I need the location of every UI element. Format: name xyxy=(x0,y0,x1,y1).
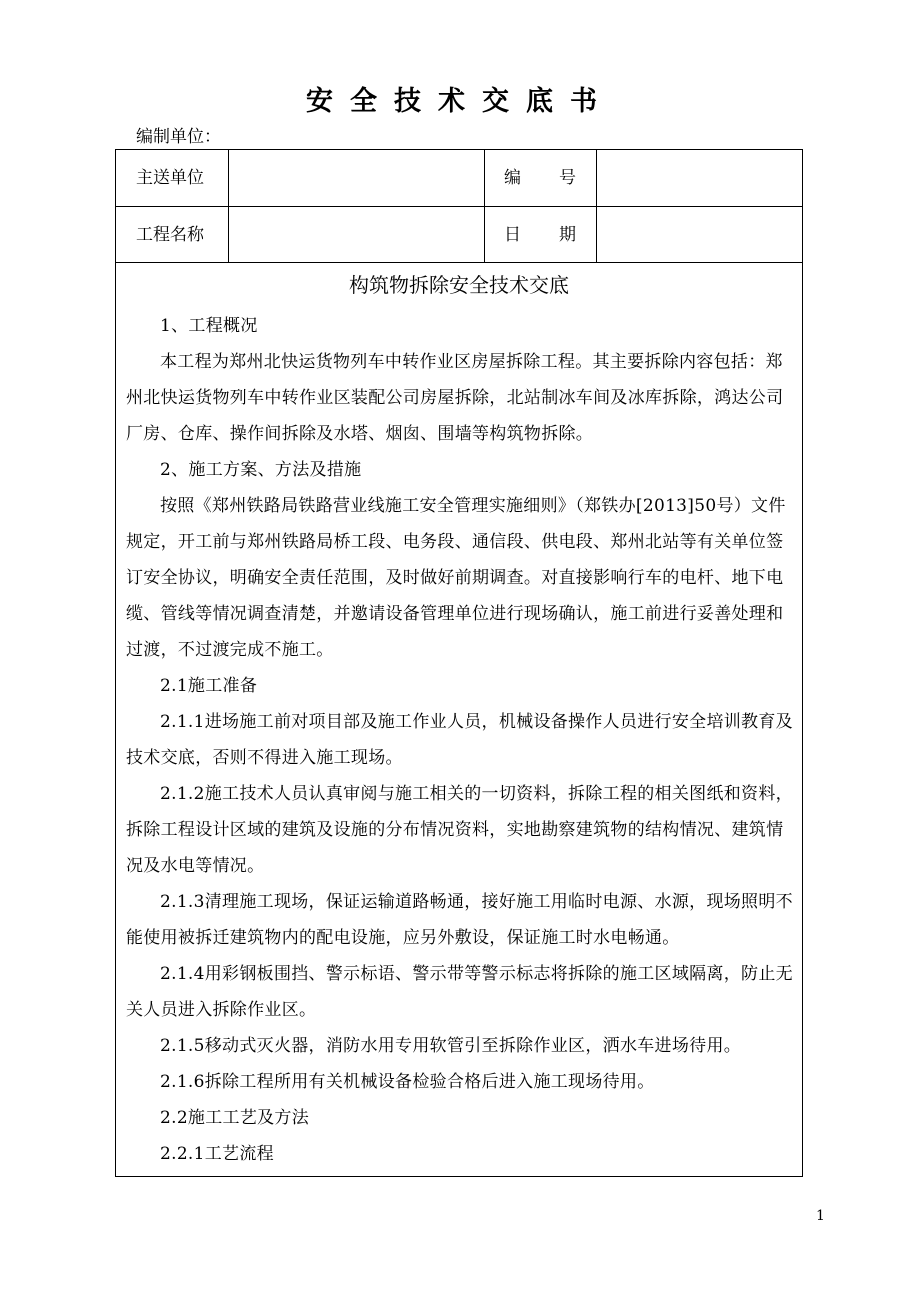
number-value[interactable] xyxy=(606,150,792,206)
paragraph: 2.1.1进场施工前对项目部及施工作业人员，机械设备操作人员进行安全培训教育及技术交底，否则不得进入施工现场。 xyxy=(126,712,793,768)
paragraph: 2.1.3清理施工现场，保证运输道路畅通，接好施工用临时电源、水源，现场照明不能使用被拆迁建筑物内的配电设施，应另外敷设，保证施工时水电畅通。 xyxy=(126,892,793,948)
paragraph: 按照《郑州铁路局铁路营业线施工安全管理实施细则》（郑铁办[2013]50号）文件规定，开工前与郑州铁路局桥工段、电务段、通信段、供电段、郑州北站等有关单位签订安全协议，明确安全责任范围，及时做好前期调查。对直接影响行车的电杆、地下电缆、管线等情况调查清楚，并邀请设备管理单位进行现场确认，施工前进行妥善处理和过渡，不过渡完成不施工。 xyxy=(126,496,786,660)
paragraph: 2.1施工准备 xyxy=(160,676,258,696)
document-title: 安全技术交底书 xyxy=(306,86,614,117)
paragraph: 2.1.2施工技术人员认真审阅与施工相关的一切资料，拆除工程的相关图纸和资料，拆除工程设计区域的建筑及设施的分布情况资料，实地勘察建筑物的结构情况、建筑情况及水电等情况。 xyxy=(126,784,793,876)
number-label: 编 号 xyxy=(504,168,576,188)
paragraph: 2.1.6拆除工程所用有关机械设备检验合格后进入施工现场待用。 xyxy=(160,1072,655,1092)
disclosure-body xyxy=(126,308,794,1172)
disclosure-table xyxy=(115,149,803,1177)
paragraph: 2、施工方案、方法及措施 xyxy=(160,460,362,480)
paragraph: 2.2施工工艺及方法 xyxy=(160,1108,310,1128)
paragraph: 2.1.5移动式灭火器，消防水用专用软管引至拆除作业区，洒水车进场待用。 xyxy=(160,1036,742,1056)
paragraph: 2.1.4用彩钢板围挡、警示标语、警示带等警示标志将拆除的施工区域隔离，防止无关人员进入拆除作业区。 xyxy=(126,964,793,1020)
recipient-unit-value[interactable] xyxy=(238,150,474,206)
project-name-label: 工程名称 xyxy=(136,225,204,245)
recipient-unit-label: 主送单位 xyxy=(136,168,204,188)
date-value[interactable] xyxy=(606,207,792,263)
paragraph: 2.2.1工艺流程 xyxy=(160,1144,274,1164)
date-label: 日 期 xyxy=(504,225,576,245)
page-number: 1 xyxy=(816,1208,825,1224)
section-heading: 构筑物拆除安全技术交底 xyxy=(349,273,569,297)
compiling-unit-label: 编制单位： xyxy=(136,127,221,147)
project-name-value[interactable] xyxy=(238,207,474,263)
paragraph: 1、工程概况 xyxy=(160,316,258,336)
paragraph: 本工程为郑州北快运货物列车中转作业区房屋拆除工程。其主要拆除内容包括：郑州北快运货物列车中转作业区装配公司房屋拆除，北站制冰车间及冰库拆除，鸿达公司厂房、仓库、操作间拆除及水塔、烟囱、围墙等构筑物拆除。 xyxy=(126,352,784,444)
